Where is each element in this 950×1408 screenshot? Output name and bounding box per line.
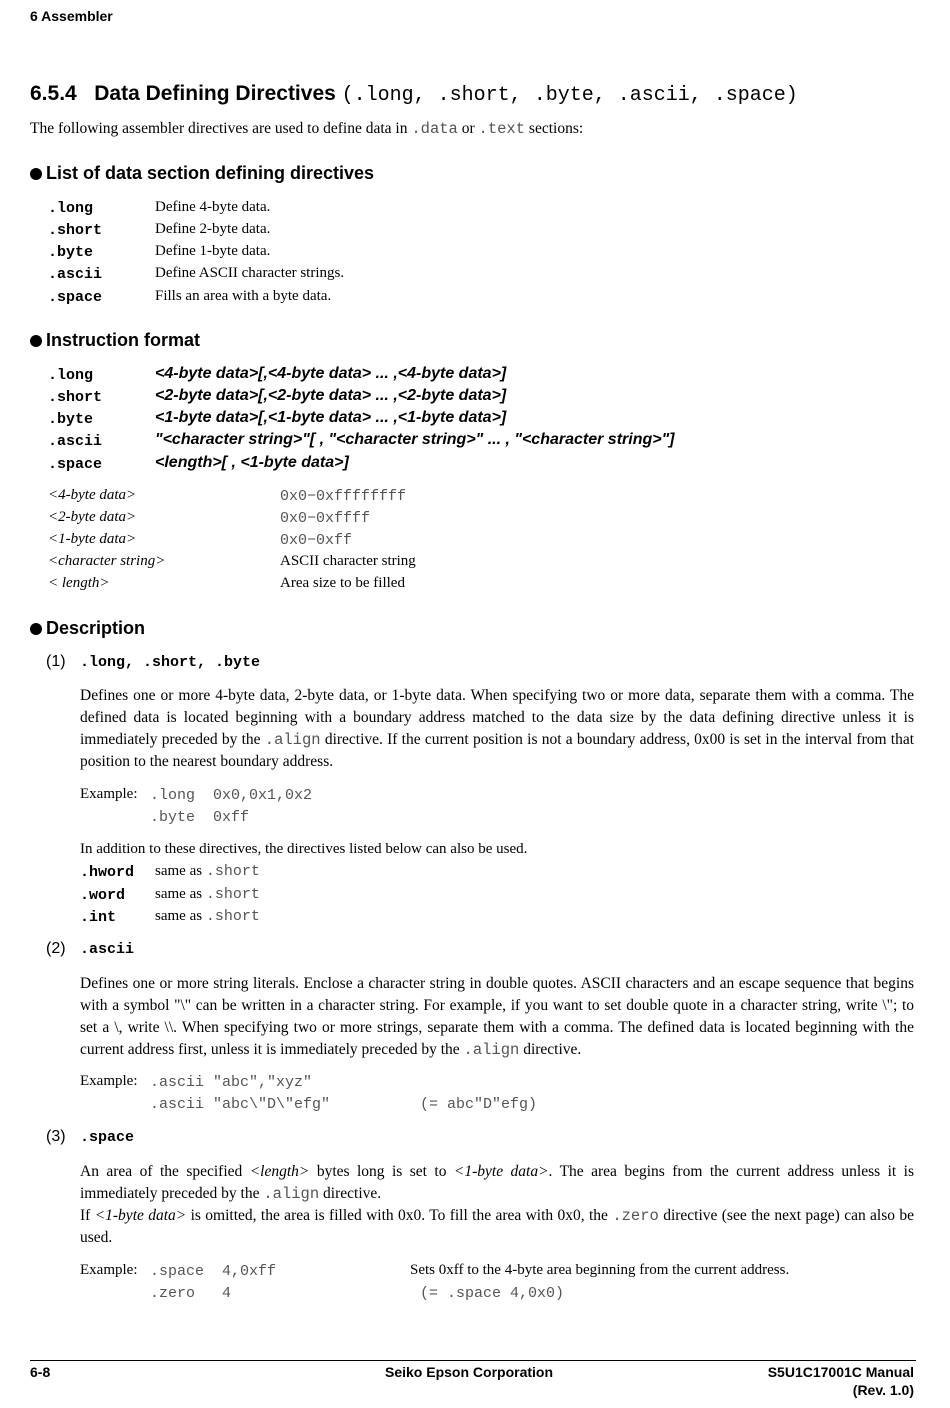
- param-value: 0x0−0xffffffff: [280, 488, 407, 505]
- list-desc: Fills an area with a byte data.: [155, 288, 332, 304]
- example-label: Example:: [80, 786, 138, 802]
- item1-alias-intro: In addition to these directives, the directives listed below can also be used.: [80, 841, 528, 857]
- item-title: .long, .short, .byte: [80, 654, 261, 671]
- list-desc: Define 4-byte data.: [155, 199, 271, 215]
- footer-rule: [30, 1360, 916, 1361]
- example-note: Sets 0xff to the 4-byte area beginning from the current address.: [410, 1262, 790, 1278]
- bullet-icon: [30, 623, 42, 635]
- format-directive: .ascii: [48, 433, 103, 450]
- param-value: 0x0−0xffff: [280, 510, 371, 527]
- alias-desc: same as .short: [155, 908, 260, 925]
- example-label: Example:: [80, 1262, 138, 1278]
- example-line: .long 0x0,0x1,0x2: [150, 787, 313, 804]
- param-value: ASCII character string: [280, 553, 416, 569]
- example-note: (= .space 4,0x0): [420, 1285, 565, 1302]
- param-name: <1-byte data>: [48, 531, 137, 547]
- example-label: Example:: [80, 1073, 138, 1089]
- alias-name: .word: [80, 887, 126, 904]
- format-syntax: <length>[ , <1-byte data>]: [155, 454, 349, 471]
- section-intro: The following assembler directives are used to define data in .data or .text sections:: [30, 120, 584, 138]
- item2-paragraph: Defines one or more string literals. Enclose a character string in double quotes. ASCII characters and an escape sequence that begins with a symbol "\" can be written in a character string. For example, if you want to set double quote in a character string, write \"; to set a \, write \\. When specifying two or more strings, separate them with a comma. The defined data is located beginning with the current address first, unless it is immediately preceded by the .align directive.: [80, 975, 914, 1059]
- alias-desc: same as .short: [155, 863, 260, 880]
- list-directive: .ascii: [48, 266, 103, 283]
- alias-desc: same as .short: [155, 886, 260, 903]
- list-directive: .long: [48, 200, 94, 217]
- example-line: .ascii "abc","xyz": [150, 1074, 313, 1091]
- list-desc: Define ASCII character strings.: [155, 265, 345, 281]
- example-line: .space 4,0xff: [150, 1263, 277, 1280]
- param-name: < length>: [48, 575, 110, 591]
- description-heading: Description: [30, 618, 145, 639]
- format-directive: .space: [48, 456, 103, 473]
- running-header: 6 Assembler: [30, 8, 113, 24]
- section-title-code: (.long, .short, .byte, .ascii, .space): [341, 84, 798, 107]
- list-desc: Define 1-byte data.: [155, 243, 271, 259]
- item-title: .ascii: [80, 941, 135, 958]
- bullet-icon: [30, 335, 42, 347]
- example-line: .zero 4: [150, 1285, 232, 1302]
- alias-name: .int: [80, 909, 117, 926]
- item-number: (1): [46, 653, 66, 670]
- param-name: <4-byte data>: [48, 487, 137, 503]
- item-number: (2): [46, 940, 66, 957]
- bullet-icon: [30, 168, 42, 180]
- param-value: 0x0−0xff: [280, 532, 353, 549]
- param-name: <character string>: [48, 553, 166, 569]
- format-heading: Instruction format: [30, 330, 200, 351]
- section-number: 6.5.4: [30, 82, 77, 105]
- param-value: Area size to be filled: [280, 575, 405, 591]
- format-syntax: <2-byte data>[,<2-byte data> ... ,<2-byte data>]: [155, 387, 507, 404]
- example-line: .ascii "abc\"D\"efg": [150, 1096, 331, 1113]
- example-note: (= abc"D"efg): [420, 1096, 538, 1113]
- footer-manual: S5U1C17001C Manual: [767, 1364, 914, 1380]
- format-directive: .long: [48, 367, 94, 384]
- list-directive: .byte: [48, 244, 94, 261]
- alias-name: .hword: [80, 864, 135, 881]
- list-directive: .space: [48, 289, 103, 306]
- item-title: .space: [80, 1129, 135, 1146]
- item3-paragraph-2: If <1-byte data> is omitted, the area is filled with 0x0. To fill the area with 0x0, the .zero directive (see the next page) can also be used.: [80, 1207, 915, 1246]
- param-name: <2-byte data>: [48, 509, 137, 525]
- item1-paragraph: Defines one or more 4-byte data, 2-byte data, or 1-byte data. When specifying two or more data, separate them with a comma. The defined data is located beginning with a boundary address matched to the data size by the data defining directive unless it is immediately preceded by the .align directive. If the current position is not a boundary address, 0x00 is set in the interval from that position to the nearest boundary address.: [80, 687, 915, 770]
- format-syntax: <1-byte data>[,<1-byte data> ... ,<1-byte data>]: [155, 409, 507, 426]
- format-syntax: <4-byte data>[,<4-byte data> ... ,<4-byte data>]: [155, 365, 507, 382]
- list-heading: List of data section defining directives: [30, 163, 374, 184]
- list-desc: Define 2-byte data.: [155, 221, 271, 237]
- format-syntax: "<character string>"[ , "<character string>" ... , "<character string>"]: [155, 431, 675, 448]
- page-number: 6-8: [30, 1364, 51, 1380]
- list-directive: .short: [48, 222, 103, 239]
- item3-paragraph: An area of the specified <length> bytes long is set to <1-byte data>. The area begins from the current address unless it is immediately preceded by the .align directive.: [80, 1163, 915, 1203]
- example-line: .byte 0xff: [150, 809, 250, 826]
- format-directive: .byte: [48, 411, 94, 428]
- footer-revision: (Rev. 1.0): [852, 1382, 914, 1398]
- section-title: [30, 82, 798, 107]
- footer-company: Seiko Epson Corporation: [385, 1364, 554, 1380]
- format-directive: .short: [48, 389, 103, 406]
- item-number: (3): [46, 1128, 66, 1145]
- section-title-text: Data Defining Directives: [94, 82, 336, 105]
